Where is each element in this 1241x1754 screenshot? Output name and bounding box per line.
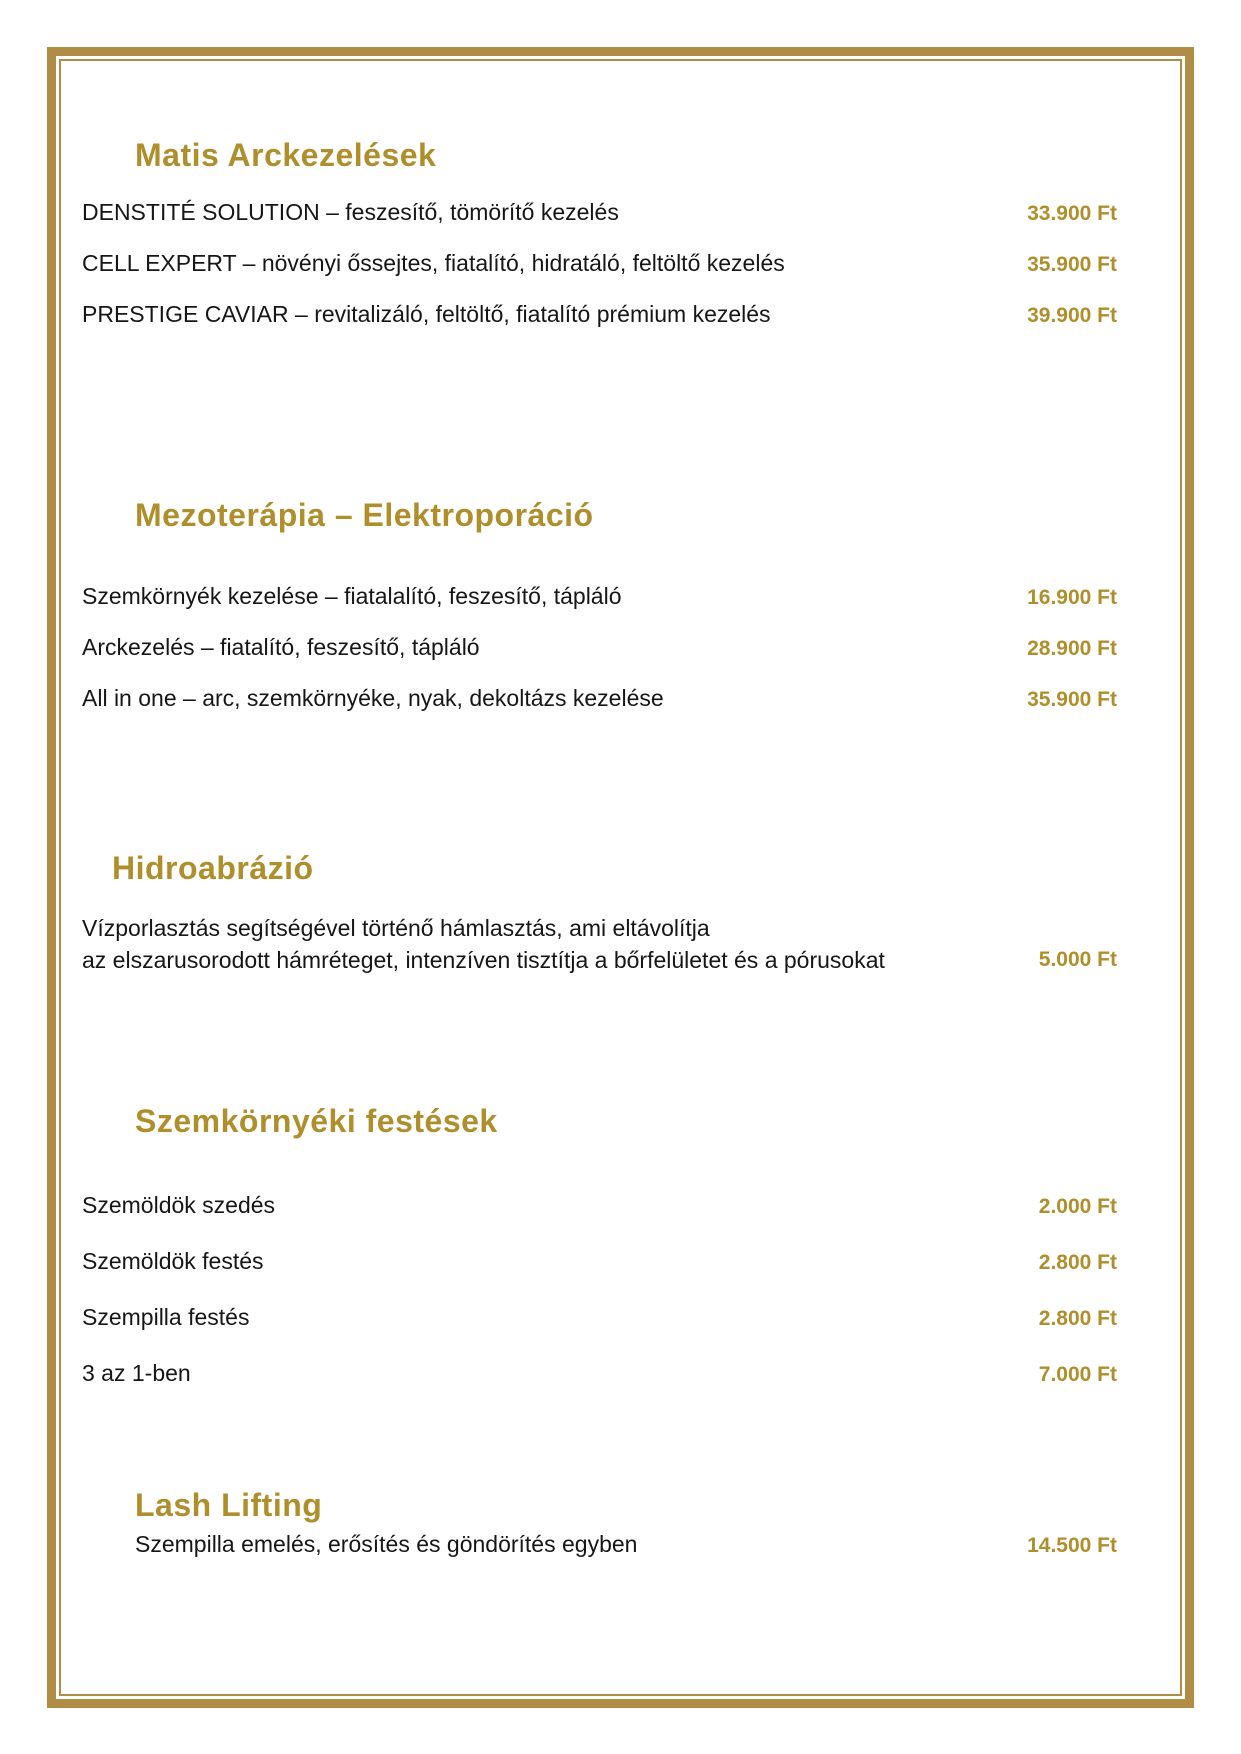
price-row: [82, 634, 1117, 662]
service-description: [82, 912, 885, 976]
service-label: PRESTIGE CAVIAR – revitalizáló, feltöltő, fiatalító prémium kezelés: [82, 301, 771, 327]
price-row: [82, 583, 1117, 611]
service-label: Szempilla festés: [82, 1304, 250, 1330]
service-label: All in one – arc, szemkörnyéke, nyak, dekoltázs kezelése: [82, 685, 664, 711]
section-hidroabrazio: [82, 851, 1117, 976]
service-price: 14.500 Ft: [1027, 1534, 1117, 1557]
service-price: 2.800 Ft: [1038, 1307, 1117, 1330]
section-title: Hidroabrázió: [112, 850, 314, 886]
section-szemkornyeki-festesek: [82, 1104, 1117, 1388]
section-title: Matis Arckezelések: [135, 137, 437, 173]
service-label: Szemkörnyék kezelése – fiatalalító, feszesítő, tápláló: [82, 583, 622, 609]
section-lash-lifting: [82, 1488, 1117, 1559]
price-row: [82, 1192, 1117, 1220]
section-title: Szemkörnyéki festések: [135, 1103, 498, 1139]
service-price: 2.800 Ft: [1038, 1251, 1117, 1274]
section-matis-arckezelesek: [82, 138, 1117, 329]
price-row: [82, 301, 1117, 329]
service-price: 33.900 Ft: [1027, 202, 1117, 225]
price-row: [82, 912, 1117, 976]
section-title: Lash Lifting: [135, 1487, 323, 1523]
service-price: 16.900 Ft: [1027, 586, 1117, 609]
price-row: [82, 199, 1117, 227]
price-row: [82, 1304, 1117, 1332]
page-content: [82, 60, 1117, 1694]
price-row: [82, 1248, 1117, 1276]
price-row: [135, 1531, 1117, 1559]
service-label: 3 az 1-ben: [82, 1360, 191, 1386]
service-label: Szempilla emelés, erősítés és göndörítés egyben: [135, 1531, 638, 1557]
service-label: DENSTITÉ SOLUTION – feszesítő, tömörítő kezelés: [82, 199, 619, 225]
service-label: Arckezelés – fiatalító, feszesítő, tápláló: [82, 634, 480, 660]
service-label: Szemöldök szedés: [82, 1192, 276, 1218]
service-price: 35.900 Ft: [1027, 253, 1117, 276]
service-description-line2: az elszarusorodott hámréteget, intenzíven tisztítja a bőrfelületet és a pórusokat: [82, 947, 885, 973]
service-description-line1: Vízporlasztás segítségével történő hámlasztás, ami eltávolítja: [82, 915, 710, 941]
service-price: 2.000 Ft: [1038, 1195, 1117, 1218]
service-price: 39.900 Ft: [1027, 304, 1117, 327]
price-row: [82, 1360, 1117, 1388]
service-price: 5.000 Ft: [1038, 948, 1117, 971]
service-price: 7.000 Ft: [1038, 1363, 1117, 1386]
service-price: 28.900 Ft: [1027, 637, 1117, 660]
service-price: 35.900 Ft: [1027, 688, 1117, 711]
section-title: Mezoterápia – Elektroporáció: [135, 497, 594, 533]
price-row: [82, 250, 1117, 278]
service-label: Szemöldök festés: [82, 1248, 264, 1274]
service-label: CELL EXPERT – növényi őssejtes, fiatalító, hidratáló, feltöltő kezelés: [82, 250, 785, 276]
section-mezoterapia-elektroporacio: [82, 498, 1117, 713]
price-row: [82, 685, 1117, 713]
